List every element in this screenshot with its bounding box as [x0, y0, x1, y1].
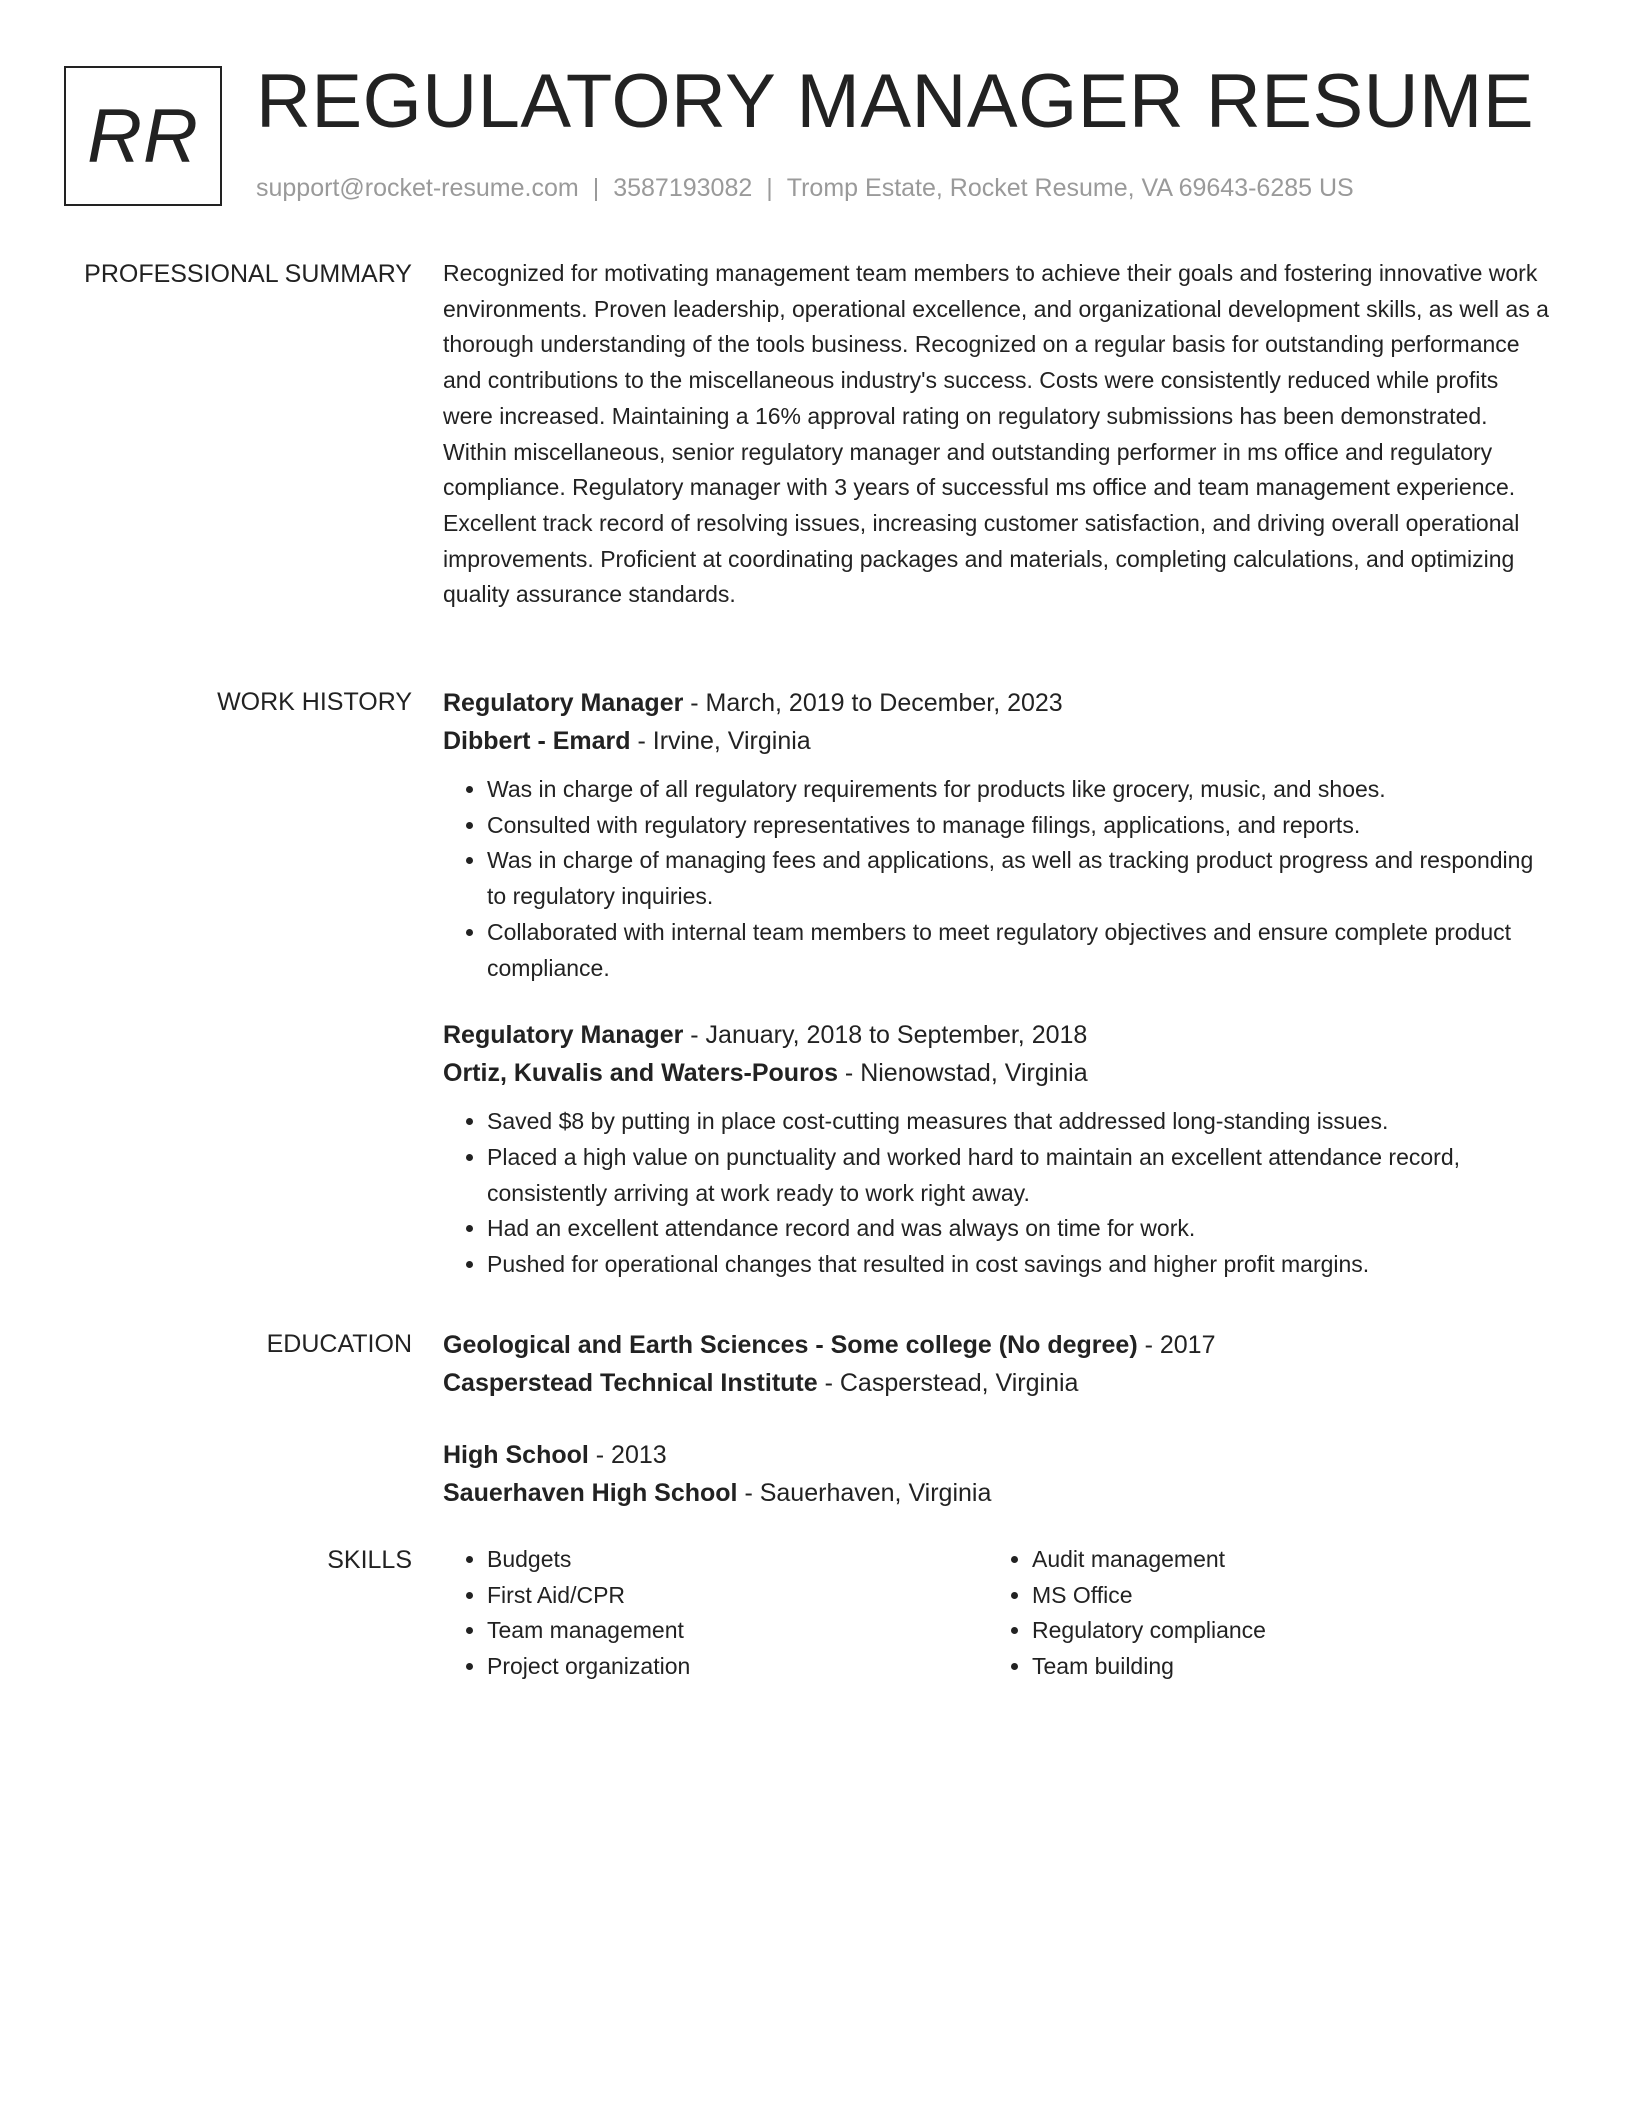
- skill-item: • First Aid/CPR: [487, 1578, 988, 1614]
- education-school: Sauerhaven High School: [443, 1479, 738, 1507]
- skill-item: • MS Office: [1032, 1578, 1533, 1614]
- skill-item: • Team building: [1032, 1649, 1533, 1685]
- skills-grid: [443, 1542, 1553, 1685]
- job-company: Dibbert - Emard: [443, 727, 631, 755]
- skill-item: • Budgets: [487, 1542, 988, 1578]
- section-heading-education: EDUCATION: [266, 1330, 412, 1358]
- job-bullets: [443, 772, 1553, 986]
- summary-body: [443, 256, 1553, 613]
- skills-column-left: [443, 1542, 988, 1685]
- education-year: - 2013: [588, 1441, 667, 1469]
- skills-body: [443, 1542, 1553, 1685]
- job-location: - Irvine, Virginia: [630, 727, 811, 755]
- education-degree: High School: [443, 1441, 589, 1469]
- contact-line: [256, 172, 1354, 205]
- work-history-body: [443, 684, 1553, 1283]
- section-heading-work-history: WORK HISTORY: [217, 688, 412, 716]
- education-year: - 2017: [1137, 1331, 1216, 1359]
- job-bullet: • Pushed for operational changes that resulted in cost savings and higher profit margins.: [487, 1247, 1553, 1283]
- education-degree-line: [443, 1436, 1553, 1474]
- skill-item: • Regulatory compliance: [1032, 1613, 1533, 1649]
- education-degree-line: [443, 1326, 1553, 1364]
- education-location: - Casperstead, Virginia: [817, 1369, 1079, 1397]
- job-entry: [443, 1016, 1553, 1283]
- education-degree: Geological and Earth Sciences - Some college (No degree): [443, 1331, 1138, 1359]
- skills-list: [443, 1542, 988, 1685]
- job-company-line: [443, 1054, 1553, 1092]
- job-bullet: • Saved $8 by putting in place cost-cutting measures that addressed long-standing issues.: [487, 1104, 1553, 1140]
- skill-item: • Project organization: [487, 1649, 988, 1685]
- job-title-line: [443, 684, 1553, 722]
- contact-address: Tromp Estate, Rocket Resume, VA 69643-6285 US: [786, 174, 1354, 202]
- job-company: Ortiz, Kuvalis and Waters-Pouros: [443, 1059, 838, 1088]
- job-dates: - March, 2019 to December, 2023: [683, 689, 1063, 717]
- skills-column-right: [988, 1542, 1533, 1685]
- job-title: Regulatory Manager: [443, 1021, 684, 1050]
- job-bullet: • Was in charge of all regulatory requirements for products like grocery, music, and shoes.: [487, 772, 1553, 808]
- job-bullet: • Placed a high value on punctuality and worked hard to maintain an excellent attendance record, consistently arriving at work ready to work right away.: [487, 1140, 1553, 1211]
- education-entry: [443, 1436, 1553, 1512]
- education-school-line: [443, 1474, 1553, 1512]
- job-company-line: [443, 722, 1553, 760]
- education-school: Casperstead Technical Institute: [443, 1369, 818, 1397]
- job-bullet: • Had an excellent attendance record and was always on time for work.: [487, 1211, 1553, 1247]
- resume-title: REGULATORY MANAGER RESUME: [256, 59, 1535, 144]
- job-bullets: [443, 1104, 1553, 1283]
- job-title: Regulatory Manager: [443, 689, 684, 717]
- job-location: - Nienowstad, Virginia: [837, 1059, 1088, 1088]
- contact-separator: |: [592, 174, 600, 202]
- skills-list: [988, 1542, 1533, 1685]
- job-title-line: [443, 1016, 1553, 1054]
- skill-item: • Audit management: [1032, 1542, 1533, 1578]
- job-entry: [443, 684, 1553, 986]
- education-body: [443, 1326, 1553, 1512]
- education-location: - Sauerhaven, Virginia: [737, 1479, 992, 1507]
- job-bullet: • Consulted with regulatory representatives to manage filings, applications, and reports.: [487, 808, 1553, 844]
- monogram-badge: RR: [64, 66, 222, 206]
- contact-email: support@rocket-resume.com: [256, 174, 579, 202]
- education-entry: [443, 1326, 1553, 1402]
- section-heading-skills: SKILLS: [327, 1546, 412, 1574]
- contact-separator: |: [766, 174, 773, 202]
- section-heading-summary: PROFESSIONAL SUMMARY: [84, 260, 412, 288]
- skill-item: • Team management: [487, 1613, 988, 1649]
- education-school-line: [443, 1364, 1553, 1402]
- job-bullet: • Was in charge of managing fees and applications, as well as tracking product progress and responding to regulatory inquiries.: [487, 843, 1553, 914]
- job-dates: - January, 2018 to September, 2018: [683, 1021, 1088, 1050]
- contact-phone: 3587193082: [613, 174, 753, 202]
- summary-text: Recognized for motivating management team members to achieve their goals and fostering innovative work environments. Proven leadership, operational excellence, and organizational development skills, as well as a thorough understanding of the tools business. Recognized on a regular basis for outstanding performance and contributions to the miscellaneous industry's success. Costs were consistently reduced while profits were increased. Maintaining a 16% approval rating on regulatory submissions has been demonstrated. Within miscellaneous, senior regulatory manager and outstanding performer in ms office and regulatory compliance. Regulatory manager with 3 years of successful ms office and team management experience. Excellent track record of resolving issues, increasing customer satisfaction, and driving overall operational improvements. Proficient at coordinating packages and materials, completing calculations, and optimizing quality assurance standards.: [443, 260, 1549, 608]
- job-bullet: • Collaborated with internal team members to meet regulatory objectives and ensure complete product compliance.: [487, 915, 1553, 986]
